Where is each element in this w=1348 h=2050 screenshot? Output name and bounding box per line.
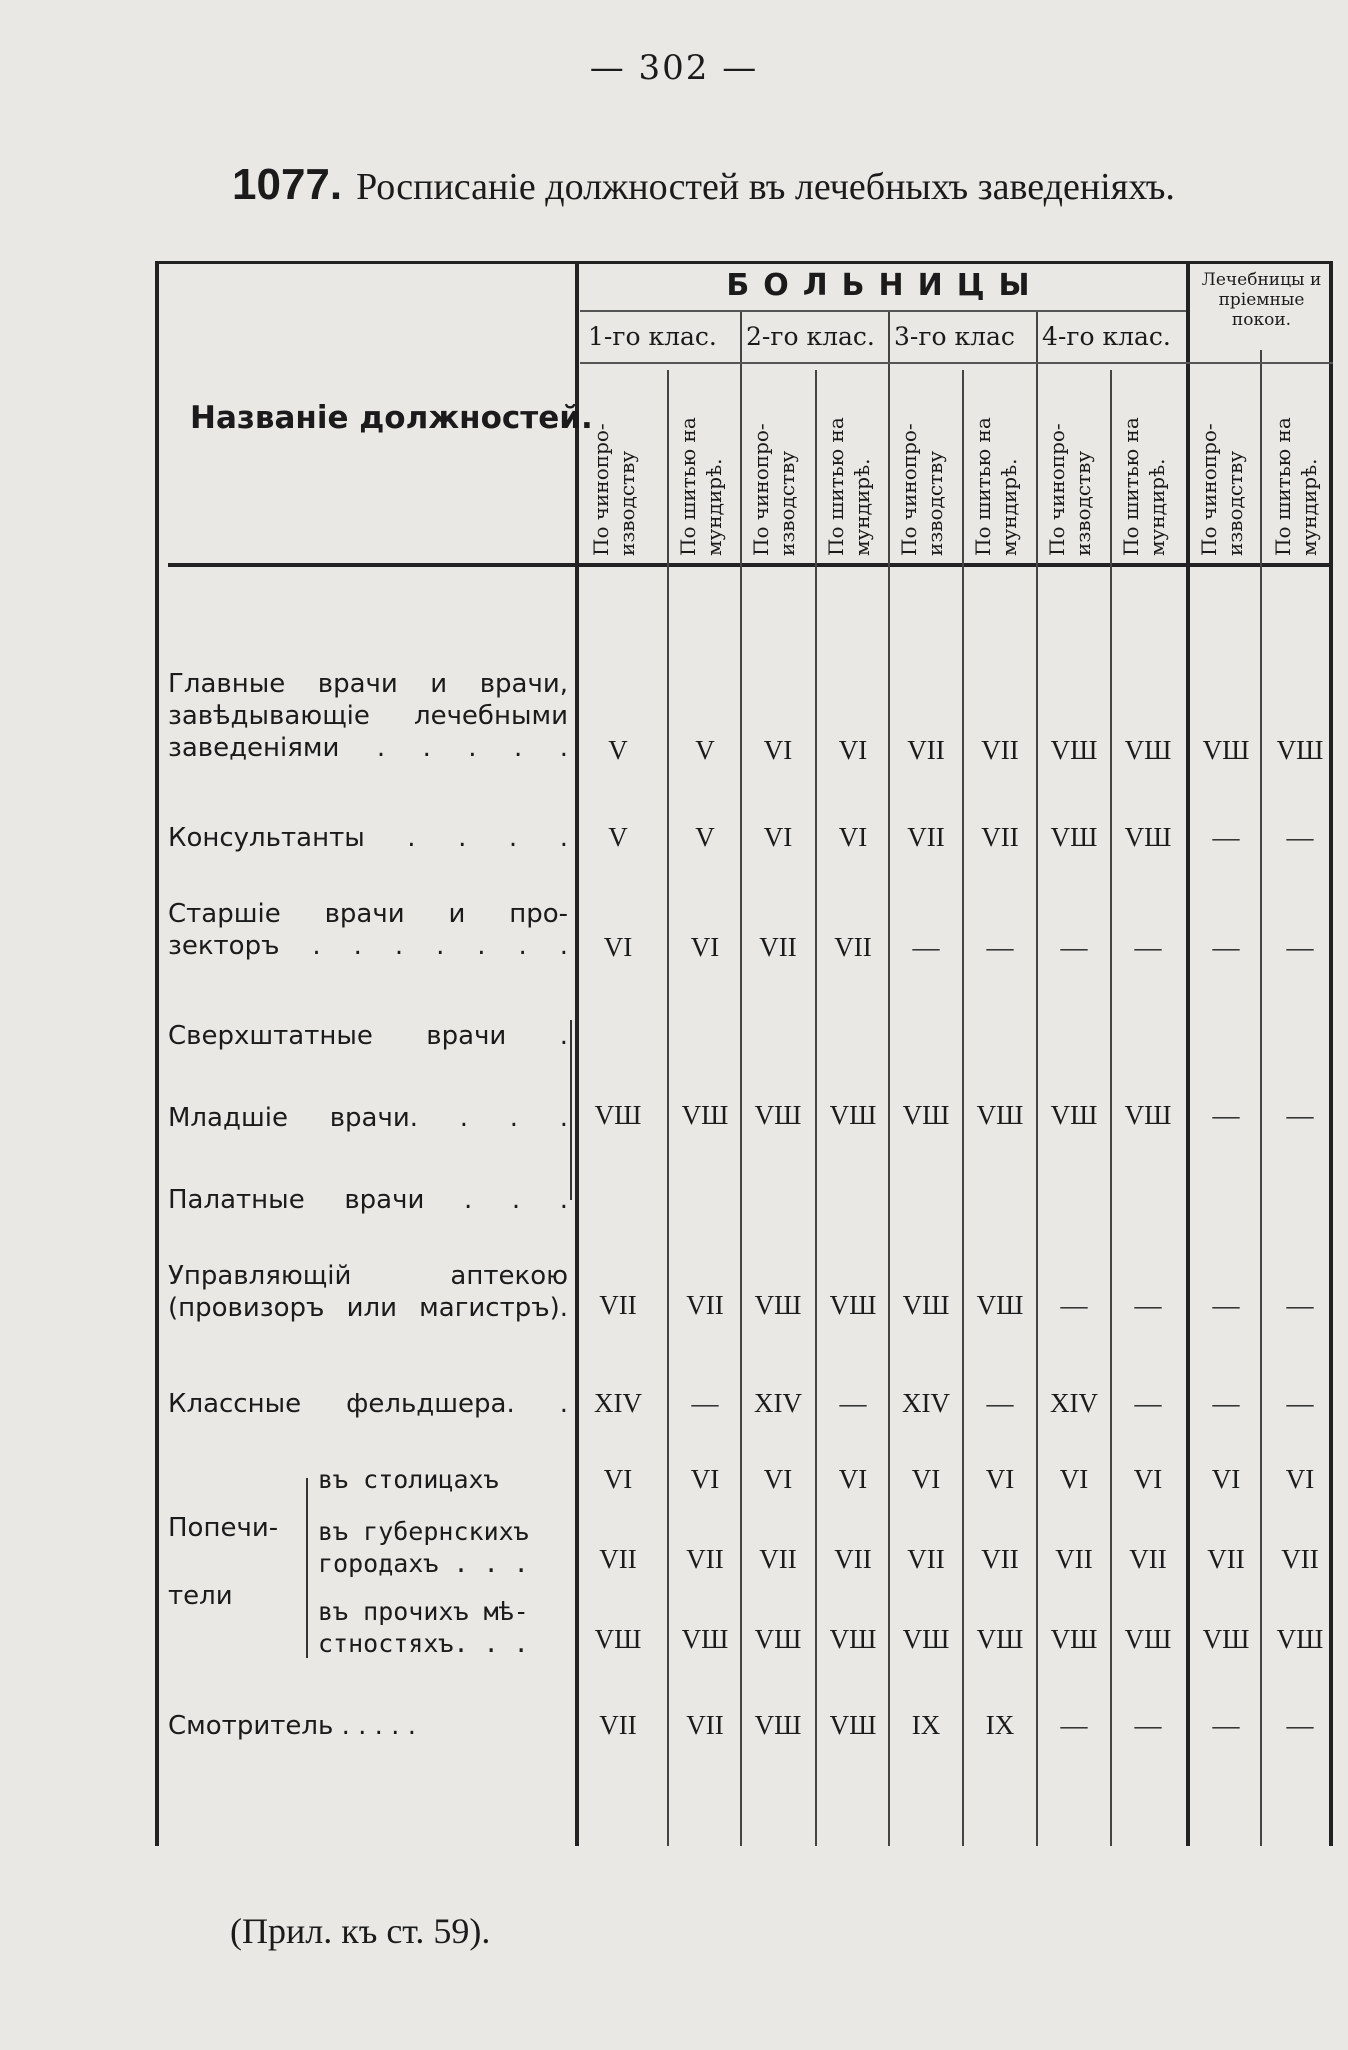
table-cell: — xyxy=(1060,1710,1088,1740)
table-cell: VШ xyxy=(1202,735,1250,765)
table-cell: — xyxy=(1134,1290,1162,1320)
table-cell: — xyxy=(1286,1290,1314,1320)
trustees-brace xyxy=(306,1478,308,1658)
table-cell: VI xyxy=(985,1464,1015,1494)
table-cell: VII xyxy=(907,735,945,765)
table-cell: VI xyxy=(1211,1464,1241,1494)
table-cell: VII xyxy=(907,1544,945,1574)
column-type-label: По чинопро-изводству xyxy=(1045,423,1095,556)
table-cell: — xyxy=(839,1388,867,1418)
table-cell: — xyxy=(986,1388,1014,1418)
table-cell: VI xyxy=(763,822,793,852)
table-cell: VШ xyxy=(829,1624,877,1654)
table-cell: VШ xyxy=(902,1290,950,1320)
table-cell: VII xyxy=(1281,1544,1319,1574)
column-type-label: По шитью на мундирѣ. xyxy=(676,417,726,556)
table-cell: — xyxy=(1286,1710,1314,1740)
row-label: Сверхштатные врачи . xyxy=(168,1021,568,1051)
row-label: Младшіе врачи. . . . xyxy=(168,1103,568,1133)
table-cell: VШ xyxy=(754,1100,802,1130)
table-cell: VII xyxy=(981,735,1019,765)
row-label: Смотритель . . . . . xyxy=(168,1711,416,1741)
column-type-header xyxy=(1038,370,1110,558)
trustees-subrow-label: въ столицахъ xyxy=(318,1465,499,1494)
header-rule xyxy=(580,310,1186,312)
table-cell: VII xyxy=(686,1544,724,1574)
column-type-label: По чинопро-изводству xyxy=(749,423,799,556)
row-label: Палатные врачи . . . xyxy=(168,1185,568,1215)
column-type-label: По шитью на мундирѣ. xyxy=(971,417,1021,556)
column-type-header xyxy=(964,370,1036,558)
column-type-label: По шитью на мундирѣ. xyxy=(1119,417,1169,556)
table-cell: XIV xyxy=(594,1388,642,1418)
table-cell: VII xyxy=(599,1290,637,1320)
table-cell: XIV xyxy=(902,1388,950,1418)
group-title: БОЛЬНИЦЫ xyxy=(726,268,1044,303)
column-type-label: По чинопро-изводству xyxy=(897,423,947,556)
table-cell: VШ xyxy=(902,1100,950,1130)
column-type-label: По чинопро-изводству xyxy=(589,423,639,556)
table-cell: — xyxy=(1060,932,1088,962)
row-label: Главные врачи и врачи, завѣдывающіе лечебными заведеніями . . . . . xyxy=(168,669,568,763)
table-cell: VII xyxy=(1207,1544,1245,1574)
table-cell: VШ xyxy=(1050,1624,1098,1654)
table-cell: VII xyxy=(599,1710,637,1740)
table-cell: — xyxy=(691,1388,719,1418)
header-rule xyxy=(580,362,1333,364)
table-cell: VШ xyxy=(829,1290,877,1320)
table-cell: VШ xyxy=(1124,735,1172,765)
trustees-subrow-label: въ прочихъ мѣ-стностяхъ. . . xyxy=(318,1597,529,1658)
table-cell: V xyxy=(695,735,715,765)
table-cell: VШ xyxy=(754,1710,802,1740)
table-cell: VI xyxy=(1133,1464,1163,1494)
table-cell: — xyxy=(912,932,940,962)
row-label: Управляющій аптекою (провизоръ или магистръ). xyxy=(168,1261,568,1323)
trustees-label-cont: тели xyxy=(168,1581,233,1611)
table-cell: VШ xyxy=(681,1100,729,1130)
table-cell: VII xyxy=(834,932,872,962)
table-cell: VI xyxy=(763,1464,793,1494)
article-title-text: Росписаніе должностей въ лечебныхъ заведеніяхъ. xyxy=(356,166,1175,208)
table-cell: VШ xyxy=(976,1100,1024,1130)
table-cell: XIV xyxy=(1050,1388,1098,1418)
column-type-header xyxy=(742,370,814,558)
table-cell: — xyxy=(1212,932,1240,962)
table-cell: — xyxy=(1212,1710,1240,1740)
table-cell: VII xyxy=(686,1710,724,1740)
column-type-header xyxy=(669,370,741,558)
table-cell: — xyxy=(1212,822,1240,852)
table-cell: VШ xyxy=(1050,735,1098,765)
table-cell: VII xyxy=(1129,1544,1167,1574)
side-title: Лечебницы и пріемные покои. xyxy=(1201,270,1322,330)
table-cell: — xyxy=(1286,1388,1314,1418)
table-cell: VШ xyxy=(594,1100,642,1130)
table-cell: VII xyxy=(686,1290,724,1320)
column-type-header xyxy=(582,370,654,558)
table-cell: — xyxy=(1286,1100,1314,1130)
table-cell: VI xyxy=(1059,1464,1089,1494)
table-cell: VШ xyxy=(1202,1624,1250,1654)
trustees-subrow-label: въ губернскихъ городахъ . . . xyxy=(318,1517,529,1578)
table-cell: VII xyxy=(834,1544,872,1574)
table-cell: VШ xyxy=(681,1624,729,1654)
table-cell: VШ xyxy=(902,1624,950,1654)
table-cell: — xyxy=(1134,1388,1162,1418)
footnote: (Прил. къ ст. 59). xyxy=(230,1911,491,1951)
table-cell: — xyxy=(1134,1710,1162,1740)
table-cell: — xyxy=(986,932,1014,962)
column-type-label: По чинопро-изводству xyxy=(1197,423,1247,556)
column-type-label: По шитью на мундирѣ. xyxy=(1271,417,1321,556)
table-cell: VI xyxy=(838,735,868,765)
table-cell: — xyxy=(1212,1290,1240,1320)
table-cell: VI xyxy=(690,1464,720,1494)
table-cell: — xyxy=(1134,932,1162,962)
column-type-header xyxy=(890,370,962,558)
article-number: 1077. xyxy=(232,160,343,209)
column-type-header xyxy=(817,370,889,558)
table-cell: VI xyxy=(690,932,720,962)
table-cell: VШ xyxy=(1276,1624,1324,1654)
table-cell: IX xyxy=(911,1710,941,1740)
class-label: 1-го клас. xyxy=(588,322,717,351)
column-rule xyxy=(1260,350,1262,1846)
table-cell: VI xyxy=(763,735,793,765)
table-cell: VШ xyxy=(754,1624,802,1654)
table-cell: VII xyxy=(1055,1544,1093,1574)
page-number: — 302 — xyxy=(589,48,759,88)
table-cell: VII xyxy=(981,1544,1019,1574)
table-cell: VШ xyxy=(1276,735,1324,765)
table-cell: — xyxy=(1060,1290,1088,1320)
table-cell: V xyxy=(695,822,715,852)
class-label: 2-го клас. xyxy=(746,322,875,351)
trustees-label: Попечи- xyxy=(168,1513,279,1543)
article-title xyxy=(232,160,1175,210)
table-cell: VШ xyxy=(829,1100,877,1130)
table-cell: VШ xyxy=(829,1710,877,1740)
table-cell: VШ xyxy=(754,1290,802,1320)
table-cell: VI xyxy=(911,1464,941,1494)
table-cell: VII xyxy=(907,822,945,852)
table-cell: VII xyxy=(759,1544,797,1574)
table-cell: VШ xyxy=(1050,822,1098,852)
table-cell: VШ xyxy=(1124,822,1172,852)
table-cell: VШ xyxy=(1124,1624,1172,1654)
column-type-label: По шитью на мундирѣ. xyxy=(824,417,874,556)
table-cell: — xyxy=(1286,822,1314,852)
class-label: 4-го клас. xyxy=(1042,322,1171,351)
table-cell: — xyxy=(1286,932,1314,962)
column-header-title: Названіе должностей. xyxy=(190,400,593,436)
row-label: Классные фельдшера. . xyxy=(168,1389,568,1419)
table-cell: VI xyxy=(838,822,868,852)
header-separator xyxy=(168,563,1333,567)
table-cell: VII xyxy=(599,1544,637,1574)
column-type-header xyxy=(1264,370,1336,558)
row-label: Консультанты . . . . xyxy=(168,823,568,853)
table-cell: V xyxy=(608,822,628,852)
table-cell: — xyxy=(1212,1100,1240,1130)
class-label: 3-го клас xyxy=(894,322,1015,351)
table-cell: VII xyxy=(981,822,1019,852)
table-cell: VШ xyxy=(976,1290,1024,1320)
table-cell: VI xyxy=(603,932,633,962)
table-cell: — xyxy=(1212,1388,1240,1418)
row-label: Старшіе врачи и про-зекторъ . . . . . . . xyxy=(168,899,568,961)
column-type-header xyxy=(1190,370,1262,558)
table-cell: VI xyxy=(603,1464,633,1494)
table-cell: XIV xyxy=(754,1388,802,1418)
table-cell: VШ xyxy=(1124,1100,1172,1130)
table-cell: IX xyxy=(985,1710,1015,1740)
column-type-header xyxy=(1112,370,1184,558)
table-cell: VШ xyxy=(1050,1100,1098,1130)
table-cell: V xyxy=(608,735,628,765)
table-cell: VII xyxy=(759,932,797,962)
table-cell: VШ xyxy=(976,1624,1024,1654)
table-cell: VI xyxy=(1285,1464,1315,1494)
table-cell: VШ xyxy=(594,1624,642,1654)
table-cell: VI xyxy=(838,1464,868,1494)
doctors-group-brace xyxy=(570,1020,572,1200)
label-column-rule xyxy=(575,263,579,1846)
